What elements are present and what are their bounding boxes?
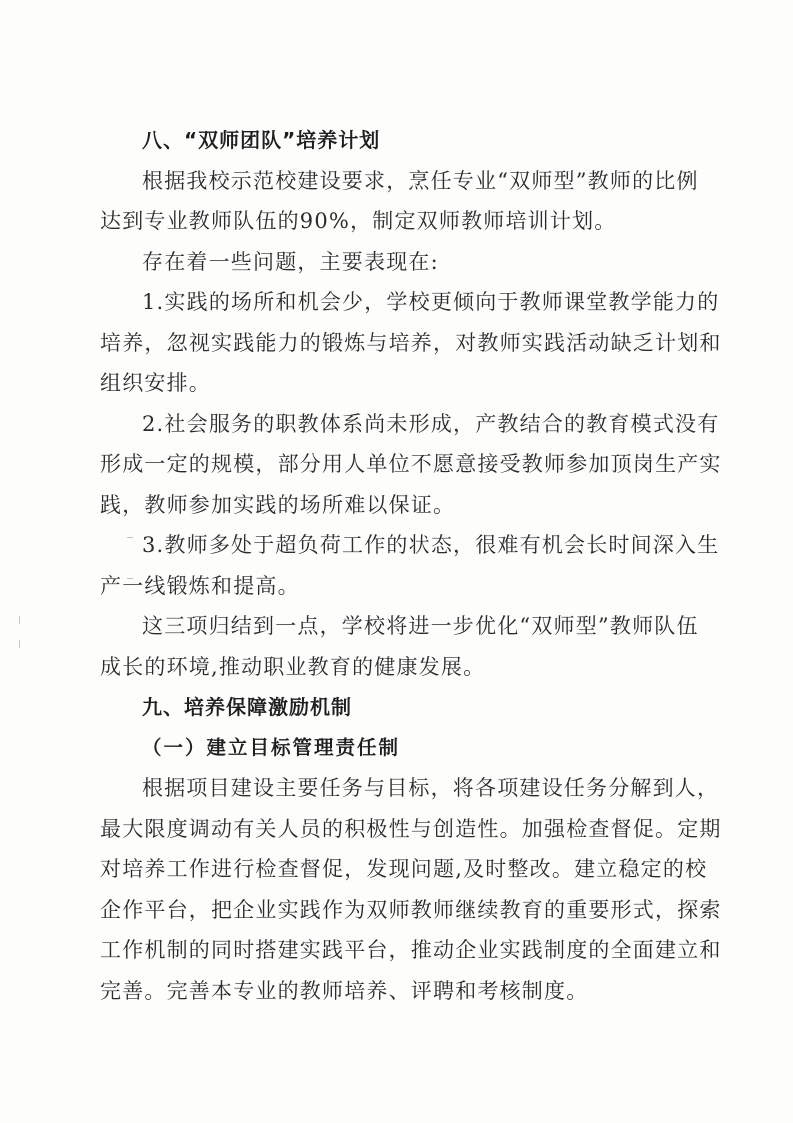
list-item-line: 2.社会服务的职教体系尚未形成，产教结合的教育模式没有 [142, 411, 720, 436]
paragraph-line: 企作平台，把企业实践作为双师教师继续教育的重要形式，探索 [100, 897, 722, 922]
section-9-heading: 九、培养保障激励机制 [142, 695, 352, 719]
paragraph-line: 这三项归结到一点，学校将进一步优化“双师型”教师队伍 [142, 614, 699, 638]
list-item-line: 培养，忽视实践能力的锻炼与培养，对教师实践活动缺乏计划和 [100, 330, 722, 355]
paragraph-line: 存在着一些问题，主要表现在: [142, 249, 439, 274]
paragraph-line: 根据项目建设主要任务与目标，将各项建设任务分解到人， [142, 776, 720, 800]
section-8-heading: 八、“双师团队”培养计划 [142, 128, 381, 152]
paragraph-line: 根据我校示范校建设要求，烹任专业“双师型”教师的比例 [142, 168, 699, 193]
paragraph-line: 最大限度调动有关人员的积极性与创造性。加强检查督促。定期 [100, 816, 722, 841]
document-body [100, 120, 722, 1011]
paragraph-line: 对培养工作进行检查督促，发现问题,及时整改。建立稳定的校 [100, 857, 708, 881]
list-item-line: 组织安排。 [100, 371, 211, 395]
scan-mark [19, 640, 20, 648]
list-item-line: 践，教师参加实践的场所难以保证。 [100, 492, 456, 517]
list-item-line: 3.教师多处于超负荷工作的状态，很难有机会长时间深入生 [142, 533, 720, 557]
list-item-line: 产一线锻炼和提高。 [100, 573, 300, 598]
list-item-line: 形成一定的规模，部分用人单位不愿意接受教师参加顶岗生产实 [100, 452, 722, 476]
subsection-heading: （一）建立目标管理责任制 [142, 735, 401, 759]
paragraph-line: 工作机制的同时搭建实践平台，推动企业实践制度的全面建立和 [100, 938, 722, 962]
paragraph-line: 达到专业教师队伍的90%，制定双师教师培训计划。 [100, 209, 617, 233]
list-item-line: 1.实践的场所和机会少，学校更倾向于教师课堂教学能力的 [142, 290, 720, 314]
paragraph-line: 成长的环境,推动职业教育的健康发展。 [100, 654, 486, 679]
scan-mark [19, 616, 20, 624]
paragraph-line: 完善。完善本专业的教师培养、评聘和考核制度。 [100, 978, 589, 1003]
